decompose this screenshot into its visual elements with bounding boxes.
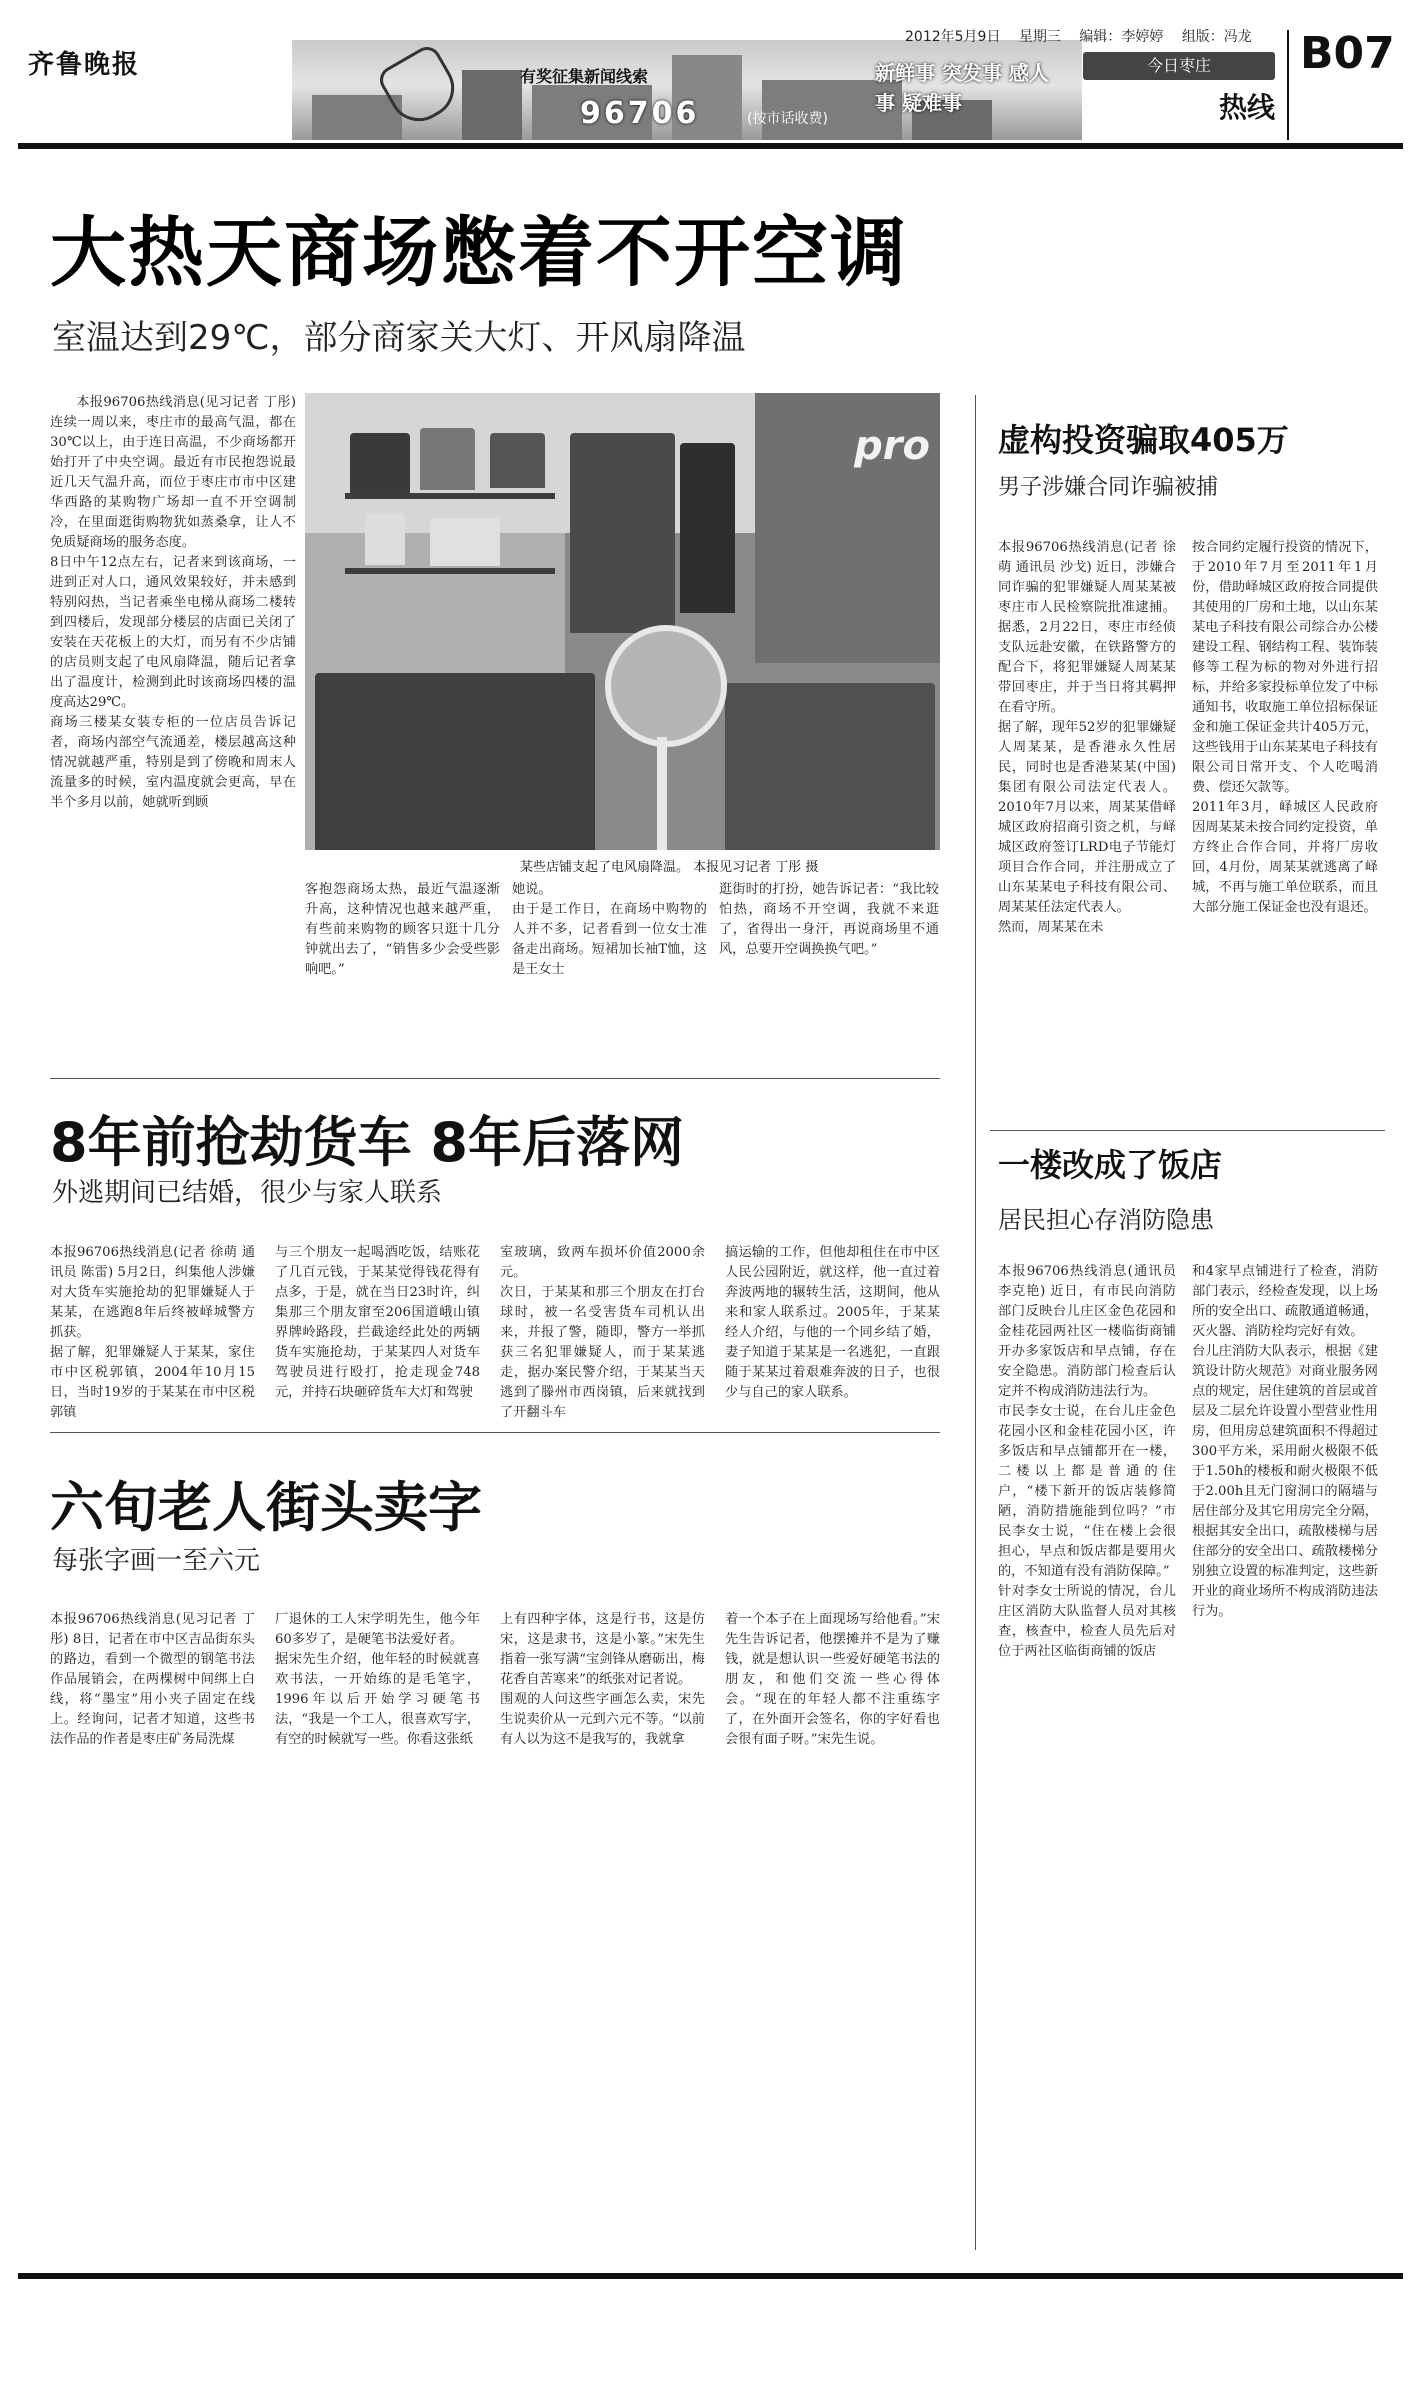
article-body: 搞运输的工作，但他却租住在市中区人民公园附近，就这样，他一直过着奔波两地的辗转生活，这期间，他从来和家人联系过。2005年，于某某经人介绍，与他的一个同乡结了婚，妻子知道于某某是一名逃犯，一直跟随于某某过着艰难奔波的日子，也很少与自己的家人联系。 xyxy=(725,1245,940,1400)
store-photo xyxy=(305,393,940,850)
robbery-subhead: 外逃期间已结婚，很少与家人联系 xyxy=(52,1178,443,1208)
article-body: 本报96706热线消息(通讯员 李克艳) 近日，有市民向消防部门反映台儿庄区金色花园和金桂花园两社区一楼临街商铺开办多家饭店和早点铺，存在安全隐患。消防部门检查后认定并不构成消防违法行为。 市民李女士说，在台儿庄金色花园小区和金桂花园小区，许多饭店和早点铺都开在一楼，二楼以上都是普通的住户，“楼下新开的饭店装修简陋，消防措施能到位吗？”市民李女士说，“住在楼上会很担心，早点和饭店都是要用火的，不知道有没有消防保障。” 针对李女士所说的情况，台儿庄区消防大队监督人员对其核查，核查中，检查人员先后对位于两社区临街商铺的饭店 xyxy=(998,1264,1176,1659)
designer-credit: 组版：冯龙 xyxy=(1181,29,1252,45)
calligraphy-column-1 xyxy=(50,1610,255,1800)
section-name: 热线 xyxy=(1218,91,1275,124)
fraud-headline: 虚构投资骗取405万 xyxy=(998,421,1289,459)
store-logo: pro xyxy=(854,423,930,469)
restaurant-headline: 一楼改成了饭店 xyxy=(998,1146,1223,1184)
article-body: 客抱怨商场太热，最近气温逐渐升高，这种情况也越来越严重，有些前来购物的顾客只逛十几分钟就出去了，“销售多少会受些影响吧。” xyxy=(305,882,500,977)
section-tab: 今日枣庄 xyxy=(1083,52,1275,80)
restaurant-column-2 xyxy=(1192,1262,1378,2252)
article-body: 逛街时的打扮，她告诉记者：“我比较怕热，商场不开空调，我就不来逛了，省得出一身汗，再说商场里不通风，总要开空调换换气吧。” xyxy=(719,882,939,957)
robbery-column-2 xyxy=(275,1243,480,1423)
article-body: 本报96706热线消息(见习记者 丁彤) 8日，记者在市中区吉品街东头的路边，看到一个微型的钢笔书法作品展销会，在两棵树中间绑上白线，将“墨宝”用小夹子固定在线上。经询问，记者才知道，这些书法作品的作者是枣庄矿务局洗煤 xyxy=(50,1612,255,1747)
hotline-note: (按市话收费) xyxy=(747,111,828,127)
article-body: 室玻璃，致两车损坏价值2000余元。 次日，于某某和那三个朋友在打台球时，被一名受害货车司机认出来，并报了警，随即，警方一举抓获三名犯罪嫌疑人，而于某某逃走，据办案民警介绍，于某某当天逃到了滕州市西岗镇，后来就找到了开翻斗车 xyxy=(500,1245,705,1420)
calligraphy-column-4 xyxy=(725,1610,940,1800)
article-body: 着一个本子在上面现场写给他看。”宋先生告诉记者，他摆摊并不是为了赚钱，就是想认识一些爱好硬笔书法的朋友，和他们交流一些心得体会。“现在的年轻人都不注重练字了，在外面开会签名，你的字好看也会很有面子呀。”宋先生说。 xyxy=(725,1612,940,1747)
banner-tagline: 有奖征集新闻线索 xyxy=(520,67,649,86)
restaurant-subhead: 居民担心存消防隐患 xyxy=(998,1206,1214,1234)
page-bottom-rule xyxy=(18,2273,1403,2279)
article-body: 本报96706热线消息(见习记者 丁彤) 连续一周以来，枣庄市的最高气温，都在30℃以上，由于连日高温，不少商场都开始打开了中央空调。最近有市民抱怨说最近几天气温升高，而位于枣庄市市中区建华西路的某购物广场却一直不开空调制冷，在里面逛街购物犹如蒸桑拿，让人不免质疑商场的服务态度。 8日中午12点左右，记者来到该商场，一进到正对人口，通风效果较好，并未感到特别闷热，当记者乘坐电梯从商场二楼转到四楼后，发现部分楼层的店面已关闭了安装在天花板上的大灯，而另有不少店铺的店员则支起了电风扇降温，随后记者拿出了温度计，检测到此时该商场四楼的温度高达29℃。 商场三楼某女装专柜的一位店员告诉记者，商场内部空气流通差，楼层越高这种情况就越严重，特别是到了傍晚和周末人流量多的时候，室内温度就会更高，早在半个多月以前，她就听到顾 xyxy=(50,395,296,810)
paper-name: 齐鲁晚报 xyxy=(28,50,141,80)
restaurant-column-1 xyxy=(998,1262,1176,2252)
dateline xyxy=(905,26,1266,46)
banner-slogan: 新鲜事 突发事 感人事 疑难事 xyxy=(875,61,1049,115)
calligraphy-column-2 xyxy=(275,1610,480,1800)
section-divider xyxy=(50,1432,940,1433)
section-divider xyxy=(990,1130,1385,1131)
article-body: 她说。 由于是工作日，在商场中购物的人并不多，记者看到一位女士准备走出商场。短裙加长袖T恤，这是王女士 xyxy=(512,882,707,977)
robbery-column-4 xyxy=(725,1243,940,1423)
issue-weekday: 星期三 xyxy=(1018,29,1061,45)
article-body: 厂退休的工人宋学明先生，他今年60多岁了，是硬笔书法爱好者。 据宋先生介绍，他年轻的时候就喜欢书法，一开始练的是毛笔字，1996年以后开始学习硬笔书法，“我是一个工人，很喜欢写字，有空的时候就写一些。你看这张纸 xyxy=(275,1612,480,1747)
fraud-column-1 xyxy=(998,538,1176,1118)
lead-column-4 xyxy=(719,880,939,1070)
lead-subhead: 室温达到29℃，部分商家关大灯、开风扇降温 xyxy=(52,318,746,358)
calligraphy-column-3 xyxy=(500,1610,705,1800)
hotline-number: 96706 xyxy=(580,96,700,131)
editor-credit: 编辑：李婷婷 xyxy=(1079,29,1164,45)
calligraphy-headline: 六旬老人街头卖字 xyxy=(50,1476,482,1539)
robbery-column-1 xyxy=(50,1243,255,1423)
robbery-column-3 xyxy=(500,1243,705,1423)
column-divider xyxy=(975,395,976,2250)
fraud-subhead: 男子涉嫌合同诈骗被捕 xyxy=(998,475,1219,500)
lead-column-2 xyxy=(305,880,500,1070)
article-body: 本报96706热线消息(记者 徐萌 通讯员 陈雷) 5月2日，纠集他人涉嫌对大货车实施抢劫的犯罪嫌疑人于某某，在逃跑8年后终被峄城警方抓获。 据了解，犯罪嫌疑人于某某，家住市中区税郭镇，2004年10月15日，当时19岁的于某某在市中区税郭镇 xyxy=(50,1245,255,1420)
lead-headline: 大热天商场憋着不开空调 xyxy=(50,208,908,297)
page-number: B07 xyxy=(1300,28,1395,79)
fraud-column-2 xyxy=(1192,538,1378,1118)
article-body: 本报96706热线消息(记者 徐萌 通讯员 沙戈) 近日，涉嫌合同诈骗的犯罪嫌疑人周某某被枣庄市人民检察院批准逮捕。据悉，2月22日，枣庄市经侦支队远赴安徽，在铁路警方的配合下，将犯罪嫌疑人周某某带回枣庄，并于当日将其羁押在看守所。 据了解，现年52岁的犯罪嫌疑人周某某，是香港永久性居民，同时也是香港某某(中国)集团有限公司法定代表人。2010年7月以来，周某某借峄城区政府招商引资之机，与峄城区政府签订LRD电子节能灯项目合作合同，并注册成立了山东某某电子科技有限公司、周某某任法定代表人。 然而，周某某在未 xyxy=(998,540,1176,935)
robbery-headline: 8年前抢劫货车 8年后落网 xyxy=(50,1111,684,1174)
calligraphy-subhead: 每张字画一至六元 xyxy=(52,1546,261,1576)
masthead-rule xyxy=(18,143,1403,149)
section-divider xyxy=(50,1078,940,1079)
lead-column-3 xyxy=(512,880,707,1070)
photo-caption: 某些店铺支起了电风扇降温。 本报见习记者 丁彤 摄 xyxy=(520,860,819,875)
masthead-divider xyxy=(1287,30,1289,140)
lead-column-1 xyxy=(50,393,296,1073)
electric-fan xyxy=(605,625,727,747)
article-body: 按合同约定履行投资的情况下，于2010年7月至2011年1月份，借助峄城区政府按合同提供其使用的厂房和土地，以山东某某电子科技有限公司综合办公楼建设工程、钢结构工程、装饰装修等工程为标的物对外进行招标，并给多家投标单位发了中标通知书，收取施工单位招标保证金和施工保证金共计405万元，这些钱用于山东某某电子科技有限公司日常开支、个人吃喝消费、偿还欠款等。 2011年3月，峄城区人民政府因周某某未按合同约定投资，单方终止合作合同，并将厂房收回，4月份，周某某就逃离了峄城，不再与施工单位联系，而且大部分施工保证金也没有退还。 xyxy=(1192,540,1378,915)
issue-date: 2012年5月9日 xyxy=(905,29,1001,45)
article-body: 上有四种字体，这是行书，这是仿宋，这是隶书，这是小篆。”宋先生指着一张写满“宝剑锋从磨砺出，梅花香自苦寒来”的纸张对记者说。 围观的人问这些字画怎么卖，宋先生说卖价从一元到六元不等。“以前有人以为这不是我写的，我就拿 xyxy=(500,1612,705,1747)
article-body: 和4家早点铺进行了检查，消防部门表示，经检查发现，以上场所的安全出口、疏散通道畅通，灭火器、消防栓均完好有效。 台儿庄消防大队表示，根据《建筑设计防火规范》对商业服务网点的规定，居住建筑的首层或首层及二层允许设置小型营业性用房，但用房总建筑面积不得超过300平方米，采用耐火极限不低于1.50h的楼板和耐火极限不低于2.00h且无门窗洞口的隔墙与居住部分及其它用房完全分隔，根据其安全出口，疏散楼梯与居住部分的安全出口、疏散楼梯分别独立设置的标准判定，这些新开业的商业场所不构成消防违法行为。 xyxy=(1192,1264,1378,1619)
article-body: 与三个朋友一起喝酒吃饭，结账花了几百元钱，于某某觉得钱花得有点多，于是，就在当日23时许，纠集那三个朋友窜至206国道峨山镇界牌岭路段，拦截途经此处的两辆货车实施抢劫，于某某四人对货车驾驶员进行殴打，抢走现金748元，并持石块砸碎货车大灯和驾驶 xyxy=(275,1245,480,1400)
